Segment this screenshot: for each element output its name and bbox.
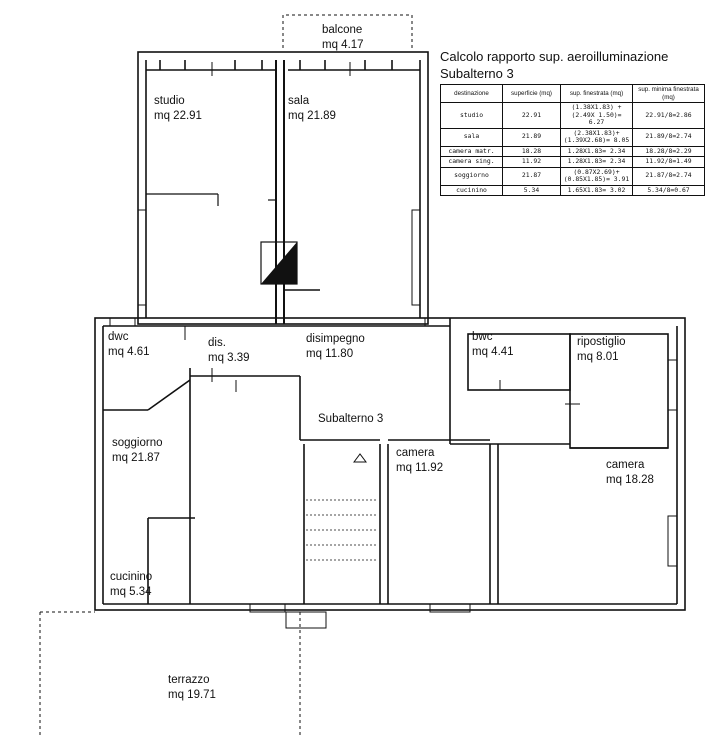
label-disimpegno-name: disimpegno xyxy=(306,333,365,345)
cell-min: 18.28/8=2.29 xyxy=(633,146,705,157)
label-bwc-area: mq 4.41 xyxy=(472,346,514,358)
cell-fin: 1.65X1.83= 3.02 xyxy=(561,185,633,196)
cell-fin: (2.38X1.83)+ (1.39X2.68)= 8.05 xyxy=(561,128,633,146)
label-terrazzo-name: terrazzo xyxy=(168,674,210,686)
cell-sup: 21.89 xyxy=(503,128,561,146)
cell-dest: sala xyxy=(441,128,503,146)
cell-fin: (1.38X1.83) + (2.49X 1.50)= 6.27 xyxy=(561,103,633,129)
label-bwc-name: bwc xyxy=(472,331,493,343)
header-destinazione: destinazione xyxy=(441,85,503,103)
label-camera-sing-name: camera xyxy=(396,447,435,459)
label-terrazzo-area: mq 19.71 xyxy=(168,689,216,701)
label-dwc-name: dwc xyxy=(108,331,129,343)
header-sup-minima: sup. minima finestrata (mq) xyxy=(633,85,705,103)
label-studio-name: studio xyxy=(154,95,185,107)
cell-sup: 5.34 xyxy=(503,185,561,196)
table-row xyxy=(441,167,705,185)
cell-dest: camera matr. xyxy=(441,146,503,157)
label-cucinino-name: cucinino xyxy=(110,571,153,583)
cell-dest: camera sing. xyxy=(441,157,503,168)
label-sala-area: mq 21.89 xyxy=(288,110,336,122)
cell-sup: 22.91 xyxy=(503,103,561,129)
label-disimpegno-area: mq 11.80 xyxy=(306,348,354,360)
cell-dest: soggiorno xyxy=(441,167,503,185)
cell-min: 21.87/8=2.74 xyxy=(633,167,705,185)
calc-table-title-block xyxy=(440,48,668,82)
label-dwc-area: mq 4.61 xyxy=(108,346,150,358)
label-subalterno: Subalterno 3 xyxy=(318,413,384,425)
cell-sup: 11.92 xyxy=(503,157,561,168)
table-header-row xyxy=(441,85,705,103)
aeroilluminazione-table xyxy=(440,84,705,196)
header-superficie: superficie (mq) xyxy=(503,85,561,103)
label-soggiorno-area: mq 21.87 xyxy=(112,452,160,464)
cell-fin: 1.28X1.83= 2.34 xyxy=(561,146,633,157)
cell-sup: 21.87 xyxy=(503,167,561,185)
header-sup-finestrata: sup. finestrata (mq) xyxy=(561,85,633,103)
table-row xyxy=(441,103,705,129)
label-camera-matr-name: camera xyxy=(606,459,645,471)
label-dis-name: dis. xyxy=(208,337,226,349)
calc-table-title: Calcolo rapporto sup. aeroilluminazione xyxy=(440,49,669,64)
cell-dest: studio xyxy=(441,103,503,129)
label-cucinino-area: mq 5.34 xyxy=(110,586,152,598)
label-sala-name: sala xyxy=(288,95,310,107)
label-balcone-area: mq 4.17 xyxy=(322,39,364,51)
label-balcone-name: balcone xyxy=(322,24,363,36)
cell-dest: cucinino xyxy=(441,185,503,196)
label-camera-sing-area: mq 11.92 xyxy=(396,462,444,474)
label-dis-area: mq 3.39 xyxy=(208,352,250,364)
label-ripostiglio-area: mq 8.01 xyxy=(577,351,619,363)
cell-fin: 1.28X1.83= 2.34 xyxy=(561,157,633,168)
cell-min: 5.34/8=0.67 xyxy=(633,185,705,196)
table-row xyxy=(441,185,705,196)
cell-min: 22.91/8=2.86 xyxy=(633,103,705,129)
label-studio-area: mq 22.91 xyxy=(154,110,202,122)
cell-min: 11.92/8=1.49 xyxy=(633,157,705,168)
label-camera-matr-area: mq 18.28 xyxy=(606,474,654,486)
table-row xyxy=(441,157,705,168)
table-row xyxy=(441,128,705,146)
cell-min: 21.89/8=2.74 xyxy=(633,128,705,146)
cell-fin: (0.87X2.69)+ (0.85X1.85)= 3.91 xyxy=(561,167,633,185)
label-soggiorno-name: soggiorno xyxy=(112,437,163,449)
label-ripostiglio-name: ripostiglio xyxy=(577,336,626,348)
cell-sup: 18.28 xyxy=(503,146,561,157)
table-row xyxy=(441,146,705,157)
calc-table-subtitle: Subalterno 3 xyxy=(440,66,514,81)
